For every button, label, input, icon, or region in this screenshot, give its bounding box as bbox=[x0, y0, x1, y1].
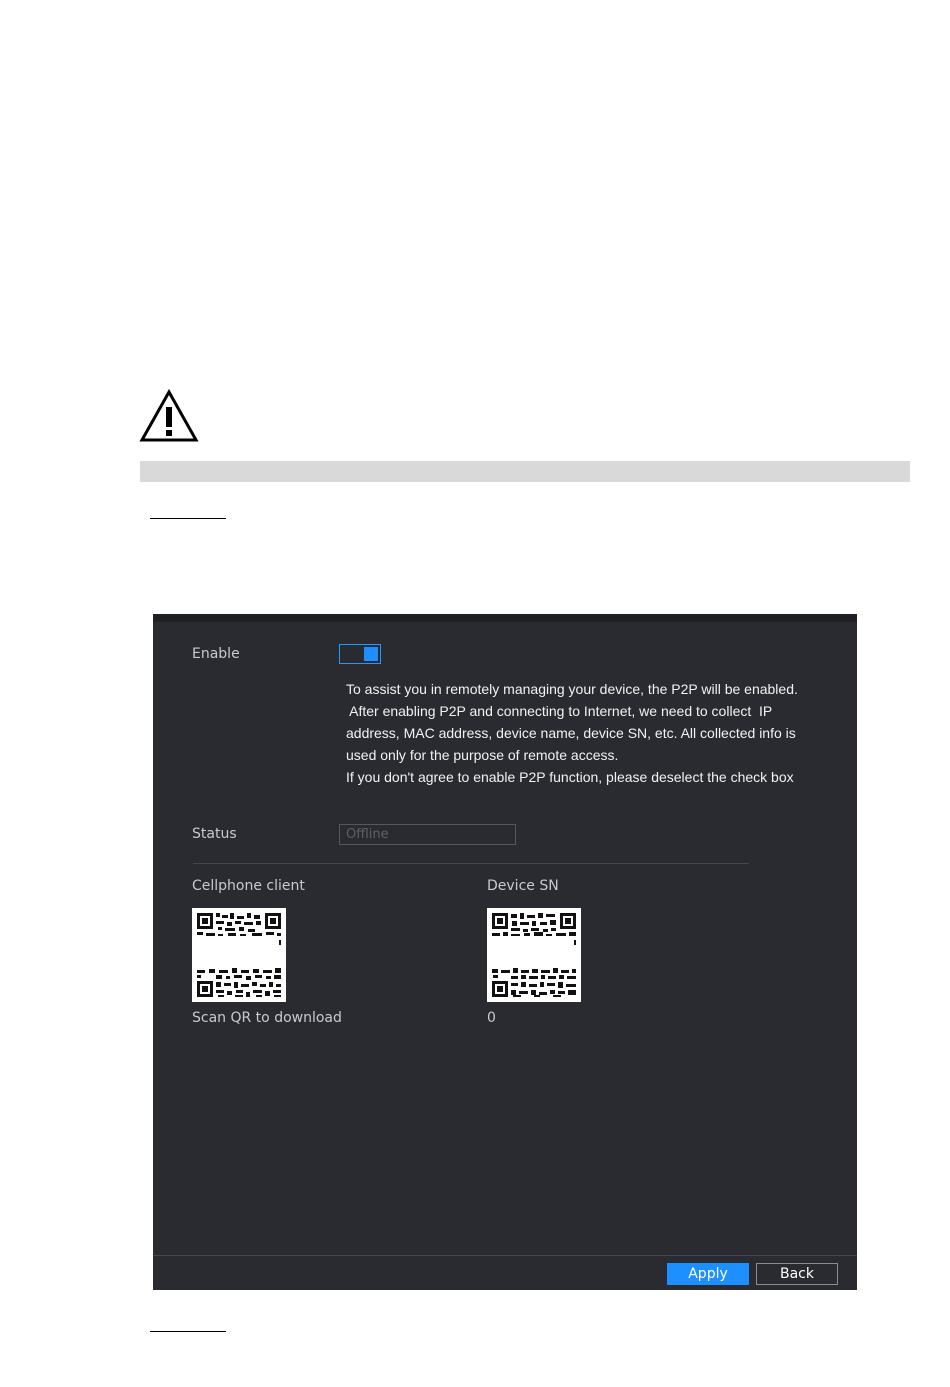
notice-line: After enabling P2P and connecting to Internet, we need to collect IP bbox=[346, 703, 773, 719]
step-underline bbox=[150, 518, 226, 519]
panel-top-strip bbox=[153, 614, 857, 622]
p2p-settings-panel bbox=[153, 614, 857, 1290]
step-underline bbox=[150, 1331, 226, 1332]
cellphone-client-label: Cellphone client bbox=[192, 878, 305, 894]
toggle-knob bbox=[364, 647, 378, 661]
enable-label: Enable bbox=[192, 646, 240, 662]
status-label: Status bbox=[192, 826, 237, 842]
notice-line: To assist you in remotely managing your device, the P2P will be enabled. bbox=[346, 681, 798, 697]
apply-button[interactable]: Apply bbox=[667, 1263, 749, 1285]
enable-toggle[interactable] bbox=[339, 644, 381, 664]
cellphone-client-qr-icon bbox=[192, 908, 286, 1002]
status-field: Offline bbox=[339, 824, 516, 845]
p2p-notice bbox=[346, 678, 826, 788]
device-sn-qr-icon bbox=[487, 908, 581, 1002]
device-sn-label: Device SN bbox=[487, 878, 559, 894]
warning-triangle-icon bbox=[139, 389, 199, 443]
notice-line: address, MAC address, device name, device SN, etc. All collected info is bbox=[346, 725, 796, 741]
note-header-bar bbox=[140, 461, 910, 482]
section-divider bbox=[193, 863, 749, 864]
device-sn-value: 0 bbox=[487, 1010, 496, 1026]
notice-line: used only for the purpose of remote access. bbox=[346, 747, 619, 763]
cellphone-client-caption: Scan QR to download bbox=[192, 1010, 342, 1026]
notice-line: If you don't agree to enable P2P function, please deselect the check box bbox=[346, 769, 794, 785]
footer-divider bbox=[153, 1255, 857, 1256]
back-button[interactable]: Back bbox=[756, 1263, 838, 1285]
